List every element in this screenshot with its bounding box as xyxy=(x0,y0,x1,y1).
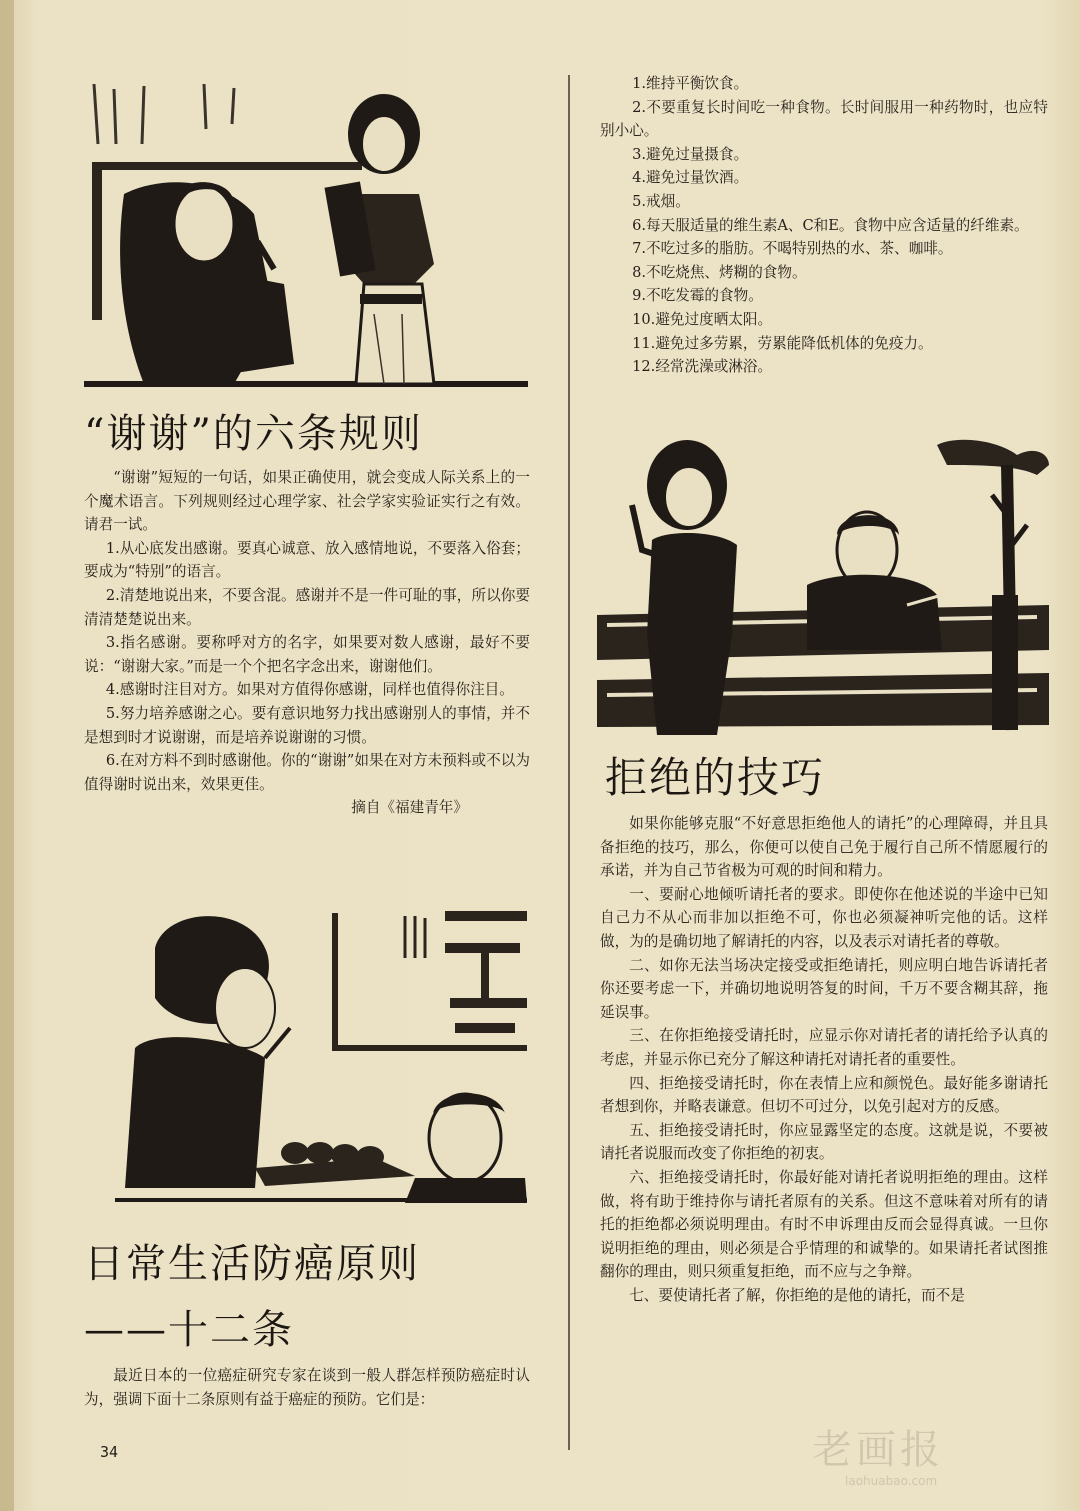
article1-intro: “谢谢”短短的一句话，如果正确使用，就会变成人际关系上的一个魔术语言。下列规则经过心理学家、社会学家实验证实行之有效。请君一试。 xyxy=(84,469,530,534)
article3-title: 拒绝的技巧 xyxy=(605,753,826,802)
page-number: 34 xyxy=(100,1443,119,1461)
illustration-refusal-drawing xyxy=(597,435,1049,735)
article2-rule-5: 5.戒烟。 xyxy=(632,192,690,210)
article1-title: “谢谢”的六条规则 xyxy=(84,411,423,457)
article2-rules-list xyxy=(600,72,1048,379)
article1-rule-5: 5.努力培养感谢之心。要有意识地努力找出感谢别人的事情，并不是想到时才说谢谢，而是培养说谢谢的习惯。 xyxy=(84,704,530,746)
article3-point-1: 一、要耐心地倾听请托者的要求。即使你在他述说的半途中已知自己力不从心而非加以拒绝不可，你也必须凝神听完他的话。这样做，为的是确切地了解请托的内容，以及表示对请托者的尊敬。 xyxy=(600,885,1048,950)
article2-title-line2: ——十二条 xyxy=(84,1307,294,1353)
article2-rule-3: 3.避免过量摄食。 xyxy=(632,145,749,163)
article3-intro: 如果你能够克服“不好意思拒绝他人的请托”的心理障碍，并且具备拒绝的技巧，那么，你便可以使自己免于履行自己所不情愿履行的承诺，并为自己节省极为可观的时间和精力。 xyxy=(600,815,1048,880)
article2-rule-1: 1.维持平衡饮食。 xyxy=(632,75,749,92)
illustration-thanks-couple-drawing xyxy=(84,84,528,394)
article3-point-4: 四、拒绝接受请托时，你在表情上应和颜悦色。最好能多谢请托者想到你，并略表谦意。但切不可过分，以免引起对方的反感。 xyxy=(600,1074,1048,1116)
article2-rule-2: 2.不要重复长时间吃一种食物。长时间服用一种药物时，也应特别小心。 xyxy=(600,98,1048,140)
article3-point-6: 六、拒绝接受请托时，你最好能对请托者说明拒绝的理由。这样做，将有助于维持你与请托者原有的关系。但这不意味着对所有的请托的拒绝都必须说明理由。有时不申诉理由反而会显得真诚。一旦你说明拒绝的理由，则必须是合乎情理的和诚挚的。如果请托者试图推翻你的理由，则只须重复拒绝，而不应与之争辩。 xyxy=(600,1168,1048,1281)
watermark-url: laohuabao.com xyxy=(845,1474,938,1488)
article2-title-line1: 日常生活防癌原则 xyxy=(84,1241,420,1287)
article2-intro: 最近日本的一位癌症研究专家在谈到一般人群怎样预防癌症时认为，强调下面十二条原则有益于癌症的预防。它们是： xyxy=(84,1367,530,1408)
illustration-dining-drawing xyxy=(115,908,527,1203)
page-spine-shadow xyxy=(0,0,14,1511)
article2-rule-11: 11.避免过多劳累，劳累能降低机体的免疫力。 xyxy=(632,334,933,352)
illustration-dining xyxy=(115,908,527,1203)
article3-point-2: 二、如你无法当场决定接受或拒绝请托，则应明白地告诉请托者你还要考虑一下，并确切地说明答复的时间，千万不要含糊其辞，拖延误事。 xyxy=(600,956,1048,1021)
article2-rule-9: 9.不吃发霉的食物。 xyxy=(632,287,763,305)
article2-intro-block xyxy=(84,1364,530,1411)
illustration-refusal xyxy=(597,435,1049,735)
illustration-thanks-couple xyxy=(84,84,528,394)
watermark-logo: 老画报 xyxy=(812,1427,944,1473)
article1-body xyxy=(84,466,530,820)
article2-rule-12: 12.经常洗澡或淋浴。 xyxy=(632,358,773,376)
article1-rule-1: 1.从心底发出感谢。要真心诚意、放入感情地说，不要落入俗套；要成为“特别”的语言。 xyxy=(84,539,530,581)
article2-rule-4: 4.避免过量饮酒。 xyxy=(632,169,749,187)
article3-point-5: 五、拒绝接受请托时，你应显露坚定的态度。这就是说，不要被请托者说服而改变了你拒绝的初衷。 xyxy=(600,1121,1048,1163)
article1-rule-6: 6.在对方料不到时感谢他。你的“谢谢”如果在对方未预料或不以为值得谢时说出来，效果更佳。 xyxy=(84,752,530,793)
article2-rule-7: 7.不吃过多的脂肪。不喝特别热的水、茶、咖啡。 xyxy=(632,240,953,258)
article2-rule-10: 10.避免过度晒太阳。 xyxy=(632,310,773,328)
article2-rule-6: 6.每天服适量的维生素A、C和E。食物中应含适量的纤维素。 xyxy=(632,216,1029,234)
article3-point-3: 三、在你拒绝接受请托时，应显示你对请托者的请托给予认真的考虑，并显示你已充分了解这种请托对请托者的重要性。 xyxy=(600,1027,1048,1068)
article1-rule-4: 4.感谢时注目对方。如果对方值得你感谢，同样也值得你注目。 xyxy=(105,681,514,699)
article2-rule-8: 8.不吃烧焦、烤糊的食物。 xyxy=(632,263,807,281)
column-divider xyxy=(568,75,570,1450)
article3-body xyxy=(600,812,1048,1307)
article1-rule-2: 2.清楚地说出来，不要含混。感谢并不是一件可耻的事，所以你要清清楚楚说出来。 xyxy=(84,586,530,628)
article1-rule-3: 3.指名感谢。要称呼对方的名字，如果要对数人感谢，最好不要说：“谢谢大家。”而是一个个把名字念出来，谢谢他们。 xyxy=(84,634,530,675)
article1-source: 摘自《福建青年》 xyxy=(351,799,468,817)
article3-point-7: 七、要使请托者了解，你拒绝的是他的请托，而不是 xyxy=(629,1286,965,1304)
